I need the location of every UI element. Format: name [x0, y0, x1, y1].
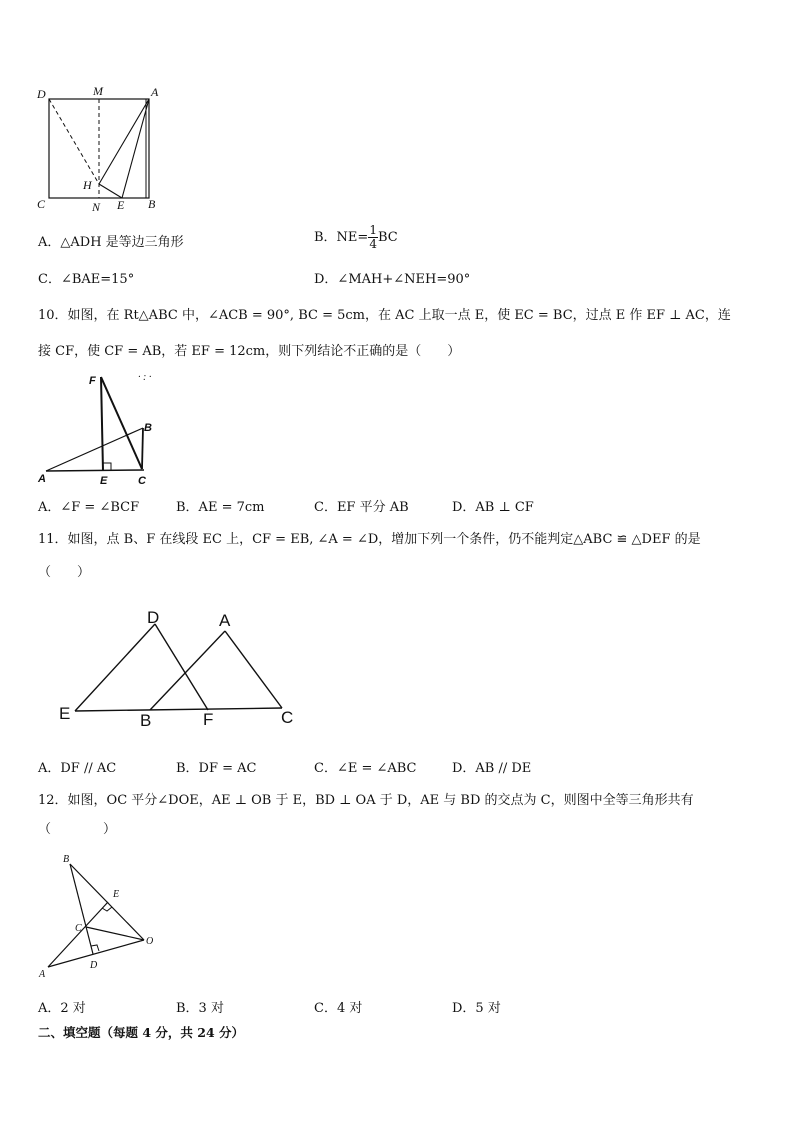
- q11-option-c[interactable]: C．∠E = ∠ABC: [314, 761, 417, 776]
- fraction-numerator: 1: [369, 223, 377, 237]
- q12-stem-line2: （ ）: [38, 822, 117, 837]
- label-e: E: [117, 198, 125, 212]
- q9-option-a[interactable]: A．△ADH 是等边三角形: [38, 235, 184, 250]
- fraction: [368, 224, 378, 250]
- q11-option-a[interactable]: A．DF // AC: [38, 761, 117, 776]
- line-ac: [46, 470, 144, 471]
- line-ba: [150, 631, 225, 710]
- label-a: A: [39, 969, 46, 980]
- q9-figure: [34, 82, 174, 217]
- line-ae: [122, 99, 149, 198]
- fraction-denominator: 4: [369, 236, 377, 251]
- line-ah: [99, 99, 149, 184]
- label-a: A: [219, 611, 231, 630]
- line-bd: [70, 864, 93, 954]
- q12-figure: [34, 850, 164, 982]
- line-ac: [225, 631, 282, 708]
- dashed-line-dh: [49, 99, 99, 184]
- label-c: C: [37, 197, 46, 211]
- label-f: F: [89, 375, 96, 387]
- line-ab: [46, 428, 143, 471]
- label-c: C: [138, 475, 146, 487]
- q9-option-b[interactable]: [314, 224, 398, 250]
- label-b: B: [148, 197, 156, 211]
- q11-option-b[interactable]: B．DF = AC: [176, 761, 257, 776]
- line-fc: [101, 377, 142, 469]
- label-e: E: [100, 475, 108, 487]
- section-heading-fill-in: 二、填空题（每题 4 分，共 24 分）: [38, 1025, 245, 1040]
- line-ed: [75, 624, 155, 711]
- label-d: D: [37, 87, 46, 101]
- label-f: F: [203, 710, 214, 729]
- q10-option-d[interactable]: D．AB ⊥ CF: [452, 500, 534, 515]
- label-c: C: [75, 923, 82, 934]
- q10-option-b[interactable]: B．AE = 7cm: [176, 500, 265, 515]
- q11-option-d[interactable]: D．AB // DE: [452, 761, 532, 776]
- q11-figure: [55, 606, 305, 732]
- label-a: A: [151, 85, 159, 99]
- label-b: B: [63, 854, 70, 865]
- label-d: D: [147, 608, 160, 627]
- line-bc: [142, 428, 143, 469]
- q10-stem-line2: 接 CF，使 CF = AB，若 EF = 12cm，则下列结论不正确的是（ ）: [38, 344, 461, 359]
- q9-option-b-prefix: B．NE=: [314, 229, 369, 245]
- q12-option-b[interactable]: B．3 对: [176, 1001, 224, 1016]
- line-ec: [75, 708, 282, 711]
- line-co: [86, 927, 144, 940]
- q10-figure: [34, 368, 164, 490]
- label-h: H: [83, 178, 92, 192]
- line-he: [99, 184, 122, 198]
- q12-stem-line1: 12．如图，OC 平分∠DOE，AE ⊥ OB 于 E，BD ⊥ OA 于 D，AE 与 BD 的交点为 C，则图中全等三角形共有: [38, 793, 694, 808]
- q10-option-c[interactable]: C．EF 平分 AB: [314, 500, 409, 515]
- label-m: M: [93, 84, 103, 98]
- label-e: E: [113, 889, 120, 900]
- q9-option-b-suffix: BC: [377, 229, 398, 245]
- label-e: E: [59, 704, 71, 723]
- stray-marks: · : ·: [138, 372, 152, 383]
- q9-option-c[interactable]: C．∠BAE=15°: [38, 272, 135, 287]
- q10-stem-line1: 10．如图，在 Rt△ABC 中，∠ACB = 90°, BC = 5cm，在 AC 上取一点 E，使 EC = BC，过点 E 作 EF ⊥ AC，连: [38, 308, 731, 323]
- label-c: C: [281, 708, 294, 727]
- q11-stem-line2: （ ）: [38, 565, 91, 580]
- label-a: A: [38, 473, 46, 485]
- label-d: D: [90, 960, 98, 971]
- label-b: B: [140, 711, 152, 730]
- q10-option-a[interactable]: A．∠F = ∠BCF: [38, 500, 140, 515]
- line-ae: [48, 902, 108, 967]
- label-o: O: [146, 936, 154, 947]
- q12-option-a[interactable]: A．2 对: [38, 1001, 86, 1016]
- q11-stem-line1: 11．如图，点 B、F 在线段 EC 上，CF = EB, ∠A = ∠D，增加下列一个条件，仍不能判定△ABC ≌ △DEF 的是: [38, 532, 701, 547]
- q12-option-c[interactable]: C．4 对: [314, 1001, 363, 1016]
- label-n: N: [92, 200, 101, 214]
- q12-option-d[interactable]: D．5 对: [452, 1001, 501, 1016]
- label-b: B: [144, 422, 152, 434]
- q9-option-d[interactable]: D．∠MAH+∠NEH=90°: [314, 272, 471, 287]
- line-ef: [101, 377, 103, 471]
